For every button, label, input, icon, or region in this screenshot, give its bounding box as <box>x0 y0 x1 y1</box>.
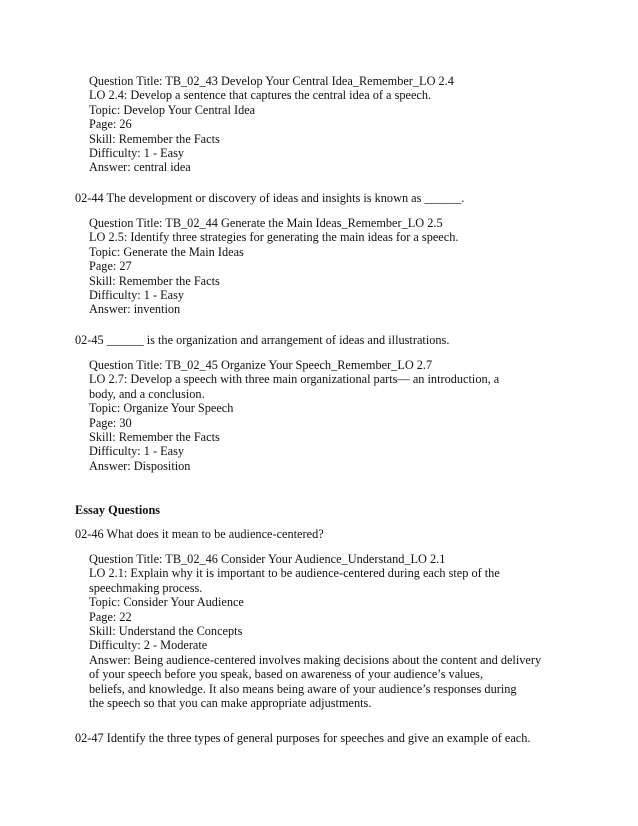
question-44-text: 02-44 The development or discovery of ideas and insights is known as ______. <box>75 191 465 205</box>
question-title-line: Question Title: TB_02_43 Develop Your Central Idea_Remember_LO 2.4 <box>89 74 454 88</box>
question-44-details <box>0 216 638 317</box>
learning-objective-line: LO 2.7: Develop a speech with three main organizational parts— an introduction, a <box>89 372 500 387</box>
difficulty-line: Difficulty: 2 - Moderate <box>89 638 208 653</box>
topic-line: Topic: Develop Your Central Idea <box>89 102 256 117</box>
learning-objective-line: LO 2.1: Explain why it is important to be audience-centered during each step of the <box>89 566 500 581</box>
question-45-details <box>0 358 638 473</box>
difficulty-line: Difficulty: 1 - Easy <box>89 288 185 303</box>
skill-line: Skill: Understand the Concepts <box>89 624 243 639</box>
difficulty-line: Difficulty: 1 - Easy <box>89 444 185 459</box>
difficulty-line: Difficulty: 1 - Easy <box>89 146 185 161</box>
page-line: Page: 30 <box>89 415 132 430</box>
answer-line-cont: beliefs, and knowledge. It also means being aware of your audience’s responses during <box>89 681 517 696</box>
learning-objective-line-cont: body, and a conclusion. <box>89 386 205 401</box>
question-45-text: 02-45 ______ is the organization and arrangement of ideas and illustrations. <box>75 333 450 347</box>
topic-line: Topic: Organize Your Speech <box>89 401 234 416</box>
answer-line: Answer: Disposition <box>89 458 191 473</box>
question-46-details <box>0 552 638 710</box>
answer-line: Answer: invention <box>89 302 181 317</box>
section-heading-essay: Essay Questions <box>75 503 161 517</box>
answer-line-cont: of your speech before you speak, based on awareness of your audience’s values, <box>89 667 484 682</box>
learning-objective-line: LO 2.4: Develop a sentence that captures the central idea of a speech. <box>89 88 432 103</box>
answer-line: Answer: central idea <box>89 160 191 175</box>
learning-objective-line-cont: speechmaking process. <box>89 580 203 595</box>
question-47-text: 02-47 Identify the three types of general purposes for speeches and give an example of each. <box>75 731 531 745</box>
question-title-line: Question Title: TB_02_46 Consider Your Audience_Understand_LO 2.1 <box>89 552 446 566</box>
topic-line: Topic: Consider Your Audience <box>89 595 244 610</box>
answer-line-cont: the speech so that you can make appropriate adjustments. <box>89 696 372 711</box>
page-line: Page: 27 <box>89 259 132 274</box>
skill-line: Skill: Remember the Facts <box>89 273 220 288</box>
question-43-details <box>0 74 638 175</box>
answer-line: Answer: Being audience-centered involves making decisions about the content and delivery <box>89 652 542 667</box>
skill-line: Skill: Remember the Facts <box>89 131 220 146</box>
topic-line: Topic: Generate the Main Ideas <box>89 244 244 259</box>
question-title-line: Question Title: TB_02_45 Organize Your Speech_Remember_LO 2.7 <box>89 358 433 372</box>
learning-objective-line: LO 2.5: Identify three strategies for generating the main ideas for a speech. <box>89 230 459 245</box>
page-line: Page: 26 <box>89 117 132 132</box>
page-line: Page: 22 <box>89 609 132 624</box>
question-46-text: 02-46 What does it mean to be audience-centered? <box>75 527 324 541</box>
question-title-line: Question Title: TB_02_44 Generate the Main Ideas_Remember_LO 2.5 <box>89 216 443 230</box>
skill-line: Skill: Remember the Facts <box>89 430 220 445</box>
